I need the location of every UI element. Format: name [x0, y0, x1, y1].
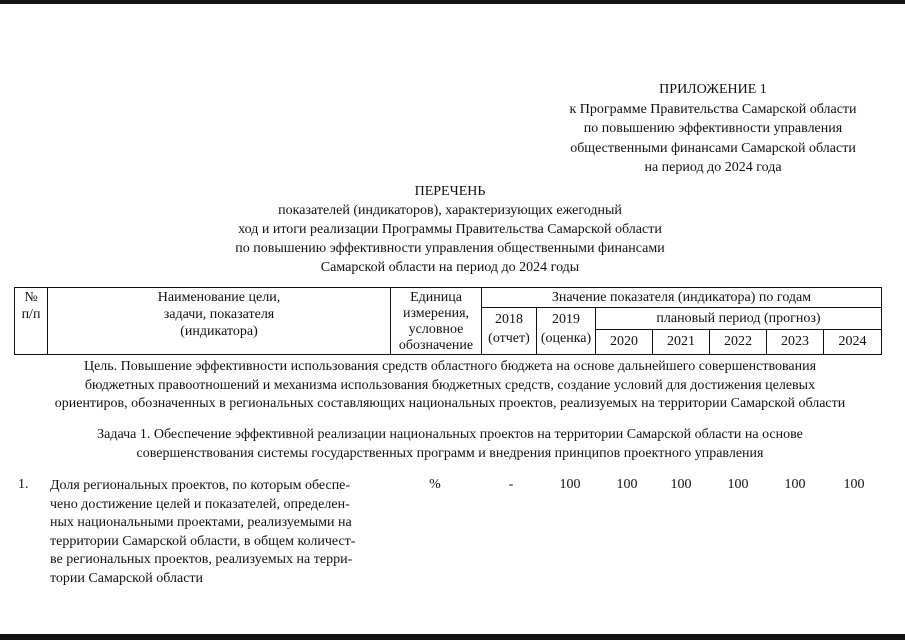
header-year-2021-cell: [652, 329, 710, 355]
header-name-cell: [47, 287, 391, 355]
header-unit-label: Единица: [410, 290, 462, 305]
row-value-2019: 100: [559, 477, 581, 492]
row-value-2023: 100: [784, 477, 806, 492]
header-year-label: 2020: [610, 334, 638, 349]
row-unit: %: [429, 477, 441, 492]
indicator-line: тории Самарской области: [50, 570, 204, 586]
header-year-label: 2022: [724, 334, 752, 349]
header-year-2024-cell: [823, 329, 882, 355]
header-num-cell: [14, 287, 48, 355]
goal-line: Цель. Повышение эффективности использования средств областного бюджета на основе дальнейшего совершенствования: [83, 359, 817, 374]
header-name-label: Наименование цели,: [157, 290, 281, 305]
header-year-label: 2019: [552, 312, 580, 327]
indicator-line: чено достижение целей и показателей, определен-: [50, 496, 350, 512]
indicator-line: ных национальными проектами, реализуемыми на: [50, 515, 352, 531]
header-name-label: (индикатора): [180, 323, 258, 339]
header-unit-label: условное: [408, 322, 464, 337]
header-year-2020-cell: [595, 329, 653, 355]
appendix-title: ПРИЛОЖЕНИЕ 1: [659, 82, 767, 97]
header-year-note: (отчет): [488, 331, 530, 346]
header-values-title: Значение показателя (индикатора) по годам: [551, 290, 812, 305]
header-year-label: 2021: [667, 334, 695, 349]
header-year-label: 2023: [781, 334, 809, 349]
heading-line: показателей (индикаторов), характеризующих ежегодный: [278, 203, 622, 218]
header-year-2018-cell: [481, 307, 537, 355]
goal-line: бюджетных правоотношений и механизма использования бюджетных средств, создание условий для достижения целевых: [84, 377, 816, 393]
header-year-2022-cell: [709, 329, 767, 355]
header-year-label: 2024: [838, 334, 867, 349]
goal-block: [12, 358, 888, 414]
task-line: совершенствования системы государственных программ и внедрения принципов проектного управления: [136, 445, 764, 461]
header-year-2023-cell: [766, 329, 824, 355]
header-unit-label: обозначение: [398, 338, 474, 353]
header-values-cell: [481, 287, 882, 308]
header-plan-title: плановый период (прогноз): [656, 311, 821, 326]
header-name-label: задачи, показателя: [163, 306, 275, 322]
heading-line: по повышению эффективности управления общественными финансами: [235, 241, 665, 256]
appendix-line: на период до 2024 года: [644, 160, 782, 175]
appendix-line: по повышению эффективности управления: [583, 121, 843, 136]
appendix-line: к Программе Правительства Самарской области: [569, 101, 857, 117]
header-year-2019-cell: [536, 307, 596, 355]
row-value-2018: -: [508, 477, 514, 492]
header-unit-cell: [390, 287, 482, 355]
heading-line: ход и итоги реализации Программы Правительства Самарской области: [238, 222, 662, 237]
row-value-2022: 100: [727, 477, 749, 492]
header-num-label: №: [24, 290, 38, 305]
task-block: [30, 426, 870, 463]
bottom-scan-border: [0, 634, 905, 640]
indicator-line: территории Самарской области, в общем количест-: [50, 533, 356, 549]
appendix-line: общественными финансами Самарской области: [570, 140, 856, 156]
indicator-description: [50, 477, 385, 589]
document-heading: [150, 182, 750, 277]
row-value-2021: 100: [670, 477, 692, 492]
indicator-line: ве региональных проектов, реализуемых на терри-: [50, 552, 353, 568]
appendix-block: [545, 80, 881, 178]
heading-title: ПЕРЕЧЕНЬ: [414, 184, 486, 199]
table-header: [14, 287, 882, 355]
indicator-line: Доля региональных проектов, по которым обеспе-: [50, 478, 351, 493]
row-value-2020: 100: [616, 477, 638, 492]
task-line: Задача 1. Обеспечение эффективной реализации национальных проектов на территории Самарской области на основе: [97, 427, 803, 442]
row-number: 1.: [18, 477, 29, 492]
goal-line: ориентиров, обозначенных в региональных составляющих национальных проектов, реализуемых на территории Самарской области: [54, 396, 846, 411]
header-plan-cell: [595, 307, 882, 330]
row-value-2024: 100: [843, 477, 865, 492]
header-num-label: п/п: [21, 306, 41, 322]
heading-line: Самарской области на период до 2024 годы: [320, 260, 580, 275]
top-scan-border: [0, 0, 905, 4]
header-year-label: 2018: [495, 312, 523, 327]
header-year-note: (оценка): [540, 331, 592, 346]
header-unit-label: измерения,: [402, 306, 470, 321]
